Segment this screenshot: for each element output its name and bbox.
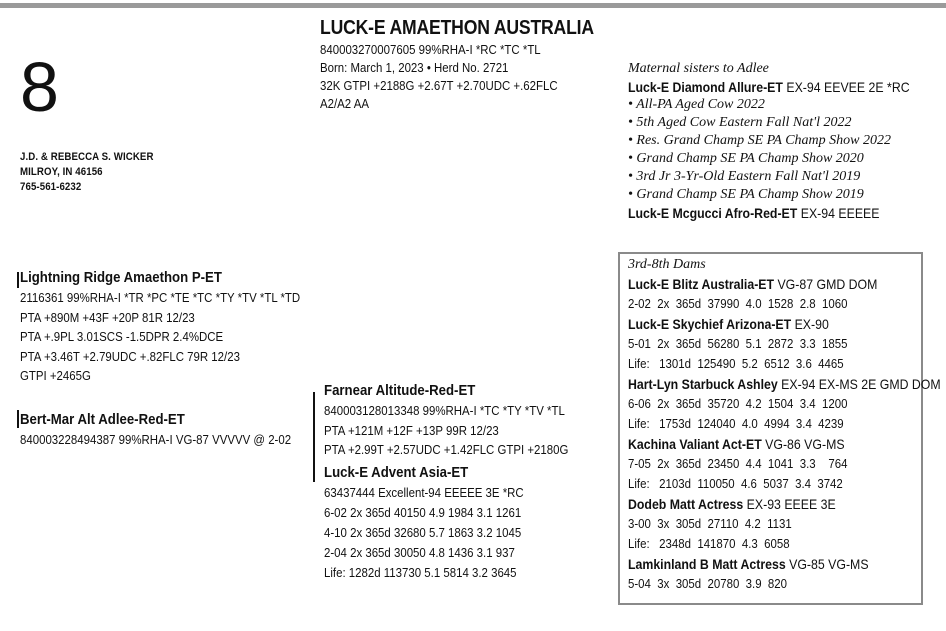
- dam-entry-record: 6-06 2x 365d 35720 4.2 1504 3.4 1200: [628, 396, 848, 411]
- sire-bracket: [17, 272, 19, 288]
- maternal-granddam-name: Luck-E Advent Asia-ET: [324, 464, 469, 481]
- dams-caption: 3rd-8th Dams: [628, 257, 706, 272]
- maternal-bracket: [313, 392, 315, 482]
- animal-name: LUCK-E AMAETHON AUSTRALIA: [320, 17, 594, 39]
- sister1-award: • Grand Champ SE PA Champ Show 2019: [628, 187, 864, 202]
- dam-entry: [628, 274, 941, 294]
- animal-id: 840003270007605 99%RHA-I *RC *TC *TL: [320, 42, 541, 57]
- consignor-block: [20, 150, 154, 195]
- sister1-award: • All-PA Aged Cow 2022: [628, 97, 765, 112]
- dam-entry-class: EX-94 EX-MS 2E GMD DOM: [781, 376, 941, 392]
- maternal-granddam-line: 63437444 Excellent-94 EEEEE 3E *RC: [324, 485, 524, 500]
- sister1-class: EX-94 EEVEE 2E *RC: [786, 79, 910, 95]
- dam-bracket: [17, 410, 19, 428]
- dam-block: [20, 410, 291, 449]
- sister1-award: • Grand Champ SE PA Champ Show 2020: [628, 151, 864, 166]
- dam-entry-record: 5-01 2x 365d 56280 5.1 2872 3.3 1855: [628, 336, 848, 351]
- dam-entry-record: Life: 2348d 141870 4.3 6058: [628, 536, 790, 551]
- dam-entry: [628, 554, 941, 574]
- dam-entry-record: Life: 2103d 110050 4.6 5037 3.4 3742: [628, 476, 843, 491]
- sister1-name: Luck-E Diamond Allure-ET: [628, 79, 783, 95]
- maternal-sisters-caption: Maternal sisters to Adlee: [628, 61, 769, 76]
- sire-line: PTA +3.46T +2.79UDC +.82FLC 79R 12/23: [20, 348, 240, 364]
- maternal-grandsire-name: Farnear Altitude-Red-ET: [324, 382, 476, 399]
- dam-entry-class: VG-86 VG-MS: [765, 436, 845, 452]
- dam-entry-record: 5-04 3x 305d 20780 3.9 820: [628, 576, 788, 591]
- sire-line: PTA +.9PL 3.01SCS -1.5DPR 2.4%DCE: [20, 329, 224, 344]
- sister2: [628, 204, 910, 222]
- animal-genomics: 32K GTPI +2188G +2.67T +2.70UDC +.62FLC: [320, 78, 558, 93]
- dam-entry-class: EX-90: [794, 316, 829, 332]
- dam-entry-class: EX-93 EEEE 3E: [746, 496, 836, 512]
- dam-entry-class: VG-87 GMD DOM: [777, 276, 878, 292]
- dam-entry: [628, 374, 941, 394]
- dam-name: Bert-Mar Alt Adlee-Red-ET: [20, 411, 185, 428]
- maternal-granddam-record: 6-02 2x 365d 40150 4.9 1984 3.1 1261: [324, 505, 522, 520]
- dam-entry-class: VG-85 VG-MS: [789, 556, 869, 572]
- sire-line: 2116361 99%RHA-I *TR *PC *TE *TC *TY *TV *TL *TD: [20, 290, 301, 305]
- sire-line: PTA +890M +43F +20P 81R 12/23: [20, 309, 195, 325]
- animal-header: [320, 15, 594, 113]
- sister2-class: EX-94 EEEEE: [800, 205, 880, 221]
- maternal-grandsire-line: PTA +121M +12F +13P 99R 12/23: [324, 422, 499, 438]
- sister1-award: • 3rd Jr 3-Yr-Old Eastern Fall Nat'l 2019: [628, 169, 861, 184]
- maternal-granddam-record: 4-10 2x 365d 32680 5.7 1863 3.2 1045: [324, 525, 522, 540]
- dam-entry-record: 7-05 2x 365d 23450 4.4 1041 3.3 764: [628, 456, 848, 471]
- sister1: [628, 78, 910, 96]
- sire-line: GTPI +2465G: [20, 368, 91, 383]
- dam-line: 840003228494387 99%RHA-I VG-87 VVVVV @ 2-02: [20, 432, 292, 447]
- sire-block: [20, 268, 300, 386]
- dam-entry: [628, 434, 941, 454]
- maternal-grandsire-block: [324, 381, 568, 460]
- maternal-granddam-record: 2-04 2x 365d 30050 4.8 1436 3.1 937: [324, 545, 515, 560]
- consignor-city: MILROY, IN 46156: [20, 166, 103, 178]
- dam-entry-name: Hart-Lyn Starbuck Ashley: [628, 376, 778, 392]
- dam-entry-record: Life: 1753d 124040 4.0 4994 3.4 4239: [628, 416, 844, 431]
- sister1-award: • Res. Grand Champ SE PA Champ Show 2022: [628, 133, 892, 148]
- maternal-grandsire-line: PTA +2.99T +2.57UDC +1.42FLC GTPI +2180G: [324, 442, 569, 457]
- dam-entry-record: 3-00 3x 305d 27110 4.2 1131: [628, 516, 792, 531]
- maternal-granddam-block: [324, 463, 524, 583]
- dam-entry: [628, 494, 941, 514]
- sister2-name: Luck-E Mcgucci Afro-Red-ET: [628, 205, 798, 221]
- top-rule: [0, 3, 946, 8]
- dam-entry-record: Life: 1301d 125490 5.2 6512 3.6 4465: [628, 356, 844, 371]
- animal-beta: A2/A2 AA: [320, 96, 369, 111]
- maternal-granddam-record: Life: 1282d 113730 5.1 5814 3.2 3645: [324, 565, 517, 580]
- sister1-award: • 5th Aged Cow Eastern Fall Nat'l 2022: [628, 115, 852, 130]
- dam-entry-name: Dodeb Matt Actress: [628, 496, 744, 512]
- consignor-phone: 765-561-6232: [20, 181, 82, 193]
- dam-entry-name: Luck-E Skychief Arizona-ET: [628, 316, 792, 332]
- maternal-sisters: [628, 60, 946, 222]
- consignor-name: J.D. & REBECCA S. WICKER: [20, 151, 154, 163]
- dam-entry: [628, 314, 941, 334]
- animal-born: Born: March 1, 2023 • Herd No. 2721: [320, 60, 509, 75]
- lot-number: 8: [20, 48, 59, 126]
- dams-3-8: [628, 256, 946, 594]
- dam-entry-name: Lamkinland B Matt Actress: [628, 556, 786, 572]
- dam-entry-name: Luck-E Blitz Australia-ET: [628, 276, 775, 292]
- dam-entry-record: 2-02 2x 365d 37990 4.0 1528 2.8 1060: [628, 296, 848, 311]
- maternal-grandsire-line: 840003128013348 99%RHA-I *TC *TY *TV *TL: [324, 403, 565, 418]
- sire-name: Lightning Ridge Amaethon P-ET: [20, 269, 222, 286]
- dam-entry-name: Kachina Valiant Act-ET: [628, 436, 762, 452]
